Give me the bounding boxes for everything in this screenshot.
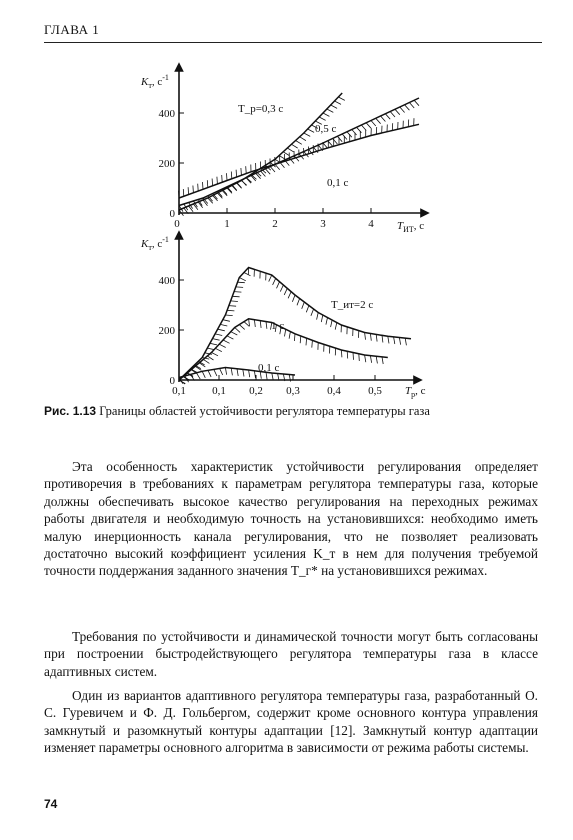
y-tick-label: 400	[158, 108, 175, 120]
x-tick-label: 3	[320, 218, 326, 230]
x-axis-label: $T_{ИТ}$, с	[397, 220, 425, 234]
page-number: 74	[44, 797, 58, 811]
paragraph-text: Требования по устойчивости и динамической точности могут быть согласованы при построении быстродействующего регулятора температуры газа в классе адаптивных систем.	[44, 629, 538, 679]
body-paragraph-1	[44, 458, 538, 580]
x-tick-label: 1	[224, 218, 230, 230]
x-tick-label: 0,1	[212, 385, 226, 397]
series-label: 0,5 с	[315, 123, 337, 135]
x-tick-label: 0	[174, 218, 180, 230]
body-paragraph-3	[44, 687, 538, 757]
chart-kt-vs-tp	[140, 235, 426, 399]
running-header: ГЛАВА 1	[44, 22, 100, 37]
stability-hatch	[179, 268, 406, 384]
x-tick-label: 0,2	[249, 385, 263, 397]
y-tick-label: 0	[169, 208, 175, 220]
x-tick-label: 0,5	[368, 385, 382, 397]
y-tick-label: 200	[158, 158, 175, 170]
caption-label: Рис. 1.13	[44, 404, 97, 418]
stability-boundaries-figure	[0, 0, 573, 400]
body-paragraph-2	[44, 628, 538, 680]
y-axis-label: $K_т$, $с^{-1}$	[141, 73, 169, 90]
paragraph-text: Один из вариантов адаптивного регулятора температуры газа, разработанный О. С. Гуревичем и Ф. Д. Гольбергом, содержит кроме основного контура управления замкнутый и разомкнутый контуры адаптации [12]. Замкнутый контур адаптации изменяет параметры основного алгоритма в зависимости от режима работы системы.	[44, 688, 538, 756]
series-label: 0,1 с	[258, 362, 280, 374]
x-tick-label: 2	[272, 218, 278, 230]
x-tick-label: 0,1	[172, 385, 186, 397]
series-label: 0,1 с	[327, 177, 349, 189]
paragraph-text: Эта особенность характеристик устойчивости регулирования определяет противоречия в требованиях к параметрам регулятора температуры газа, которые должны обеспечивать высокое качество регулирования на переходных режимах работы двигателя и необходимую точность на установившихся: необходимо иметь малую инерционность канала регулирования, что не позволяет реализовать достаточно высокий коэффициент усиления K_т в нем для получения требуемой точности поддержания заданного значения T_г* на установившихся режимах.	[44, 459, 538, 579]
series-label: 1 с	[271, 320, 285, 332]
figure-caption	[44, 404, 544, 419]
series-label: T_р=0,3 с	[238, 103, 284, 115]
series-label: T_ит=2 с	[331, 299, 374, 311]
y-tick-label: 400	[158, 275, 175, 287]
x-axis-label: $T_р$, с	[405, 385, 426, 399]
series-line	[179, 268, 411, 381]
x-tick-label: 0,4	[327, 385, 341, 397]
y-axis-label: $K_т$, $с^{-1}$	[141, 235, 169, 252]
x-tick-label: 0,3	[286, 385, 300, 397]
chart-kt-vs-tit	[140, 67, 425, 234]
caption-text: Границы областей устойчивости регулятора температуры газа	[99, 404, 430, 418]
y-tick-label: 200	[158, 325, 175, 337]
x-tick-label: 4	[368, 218, 374, 230]
y-tick-label: 0	[169, 375, 175, 387]
